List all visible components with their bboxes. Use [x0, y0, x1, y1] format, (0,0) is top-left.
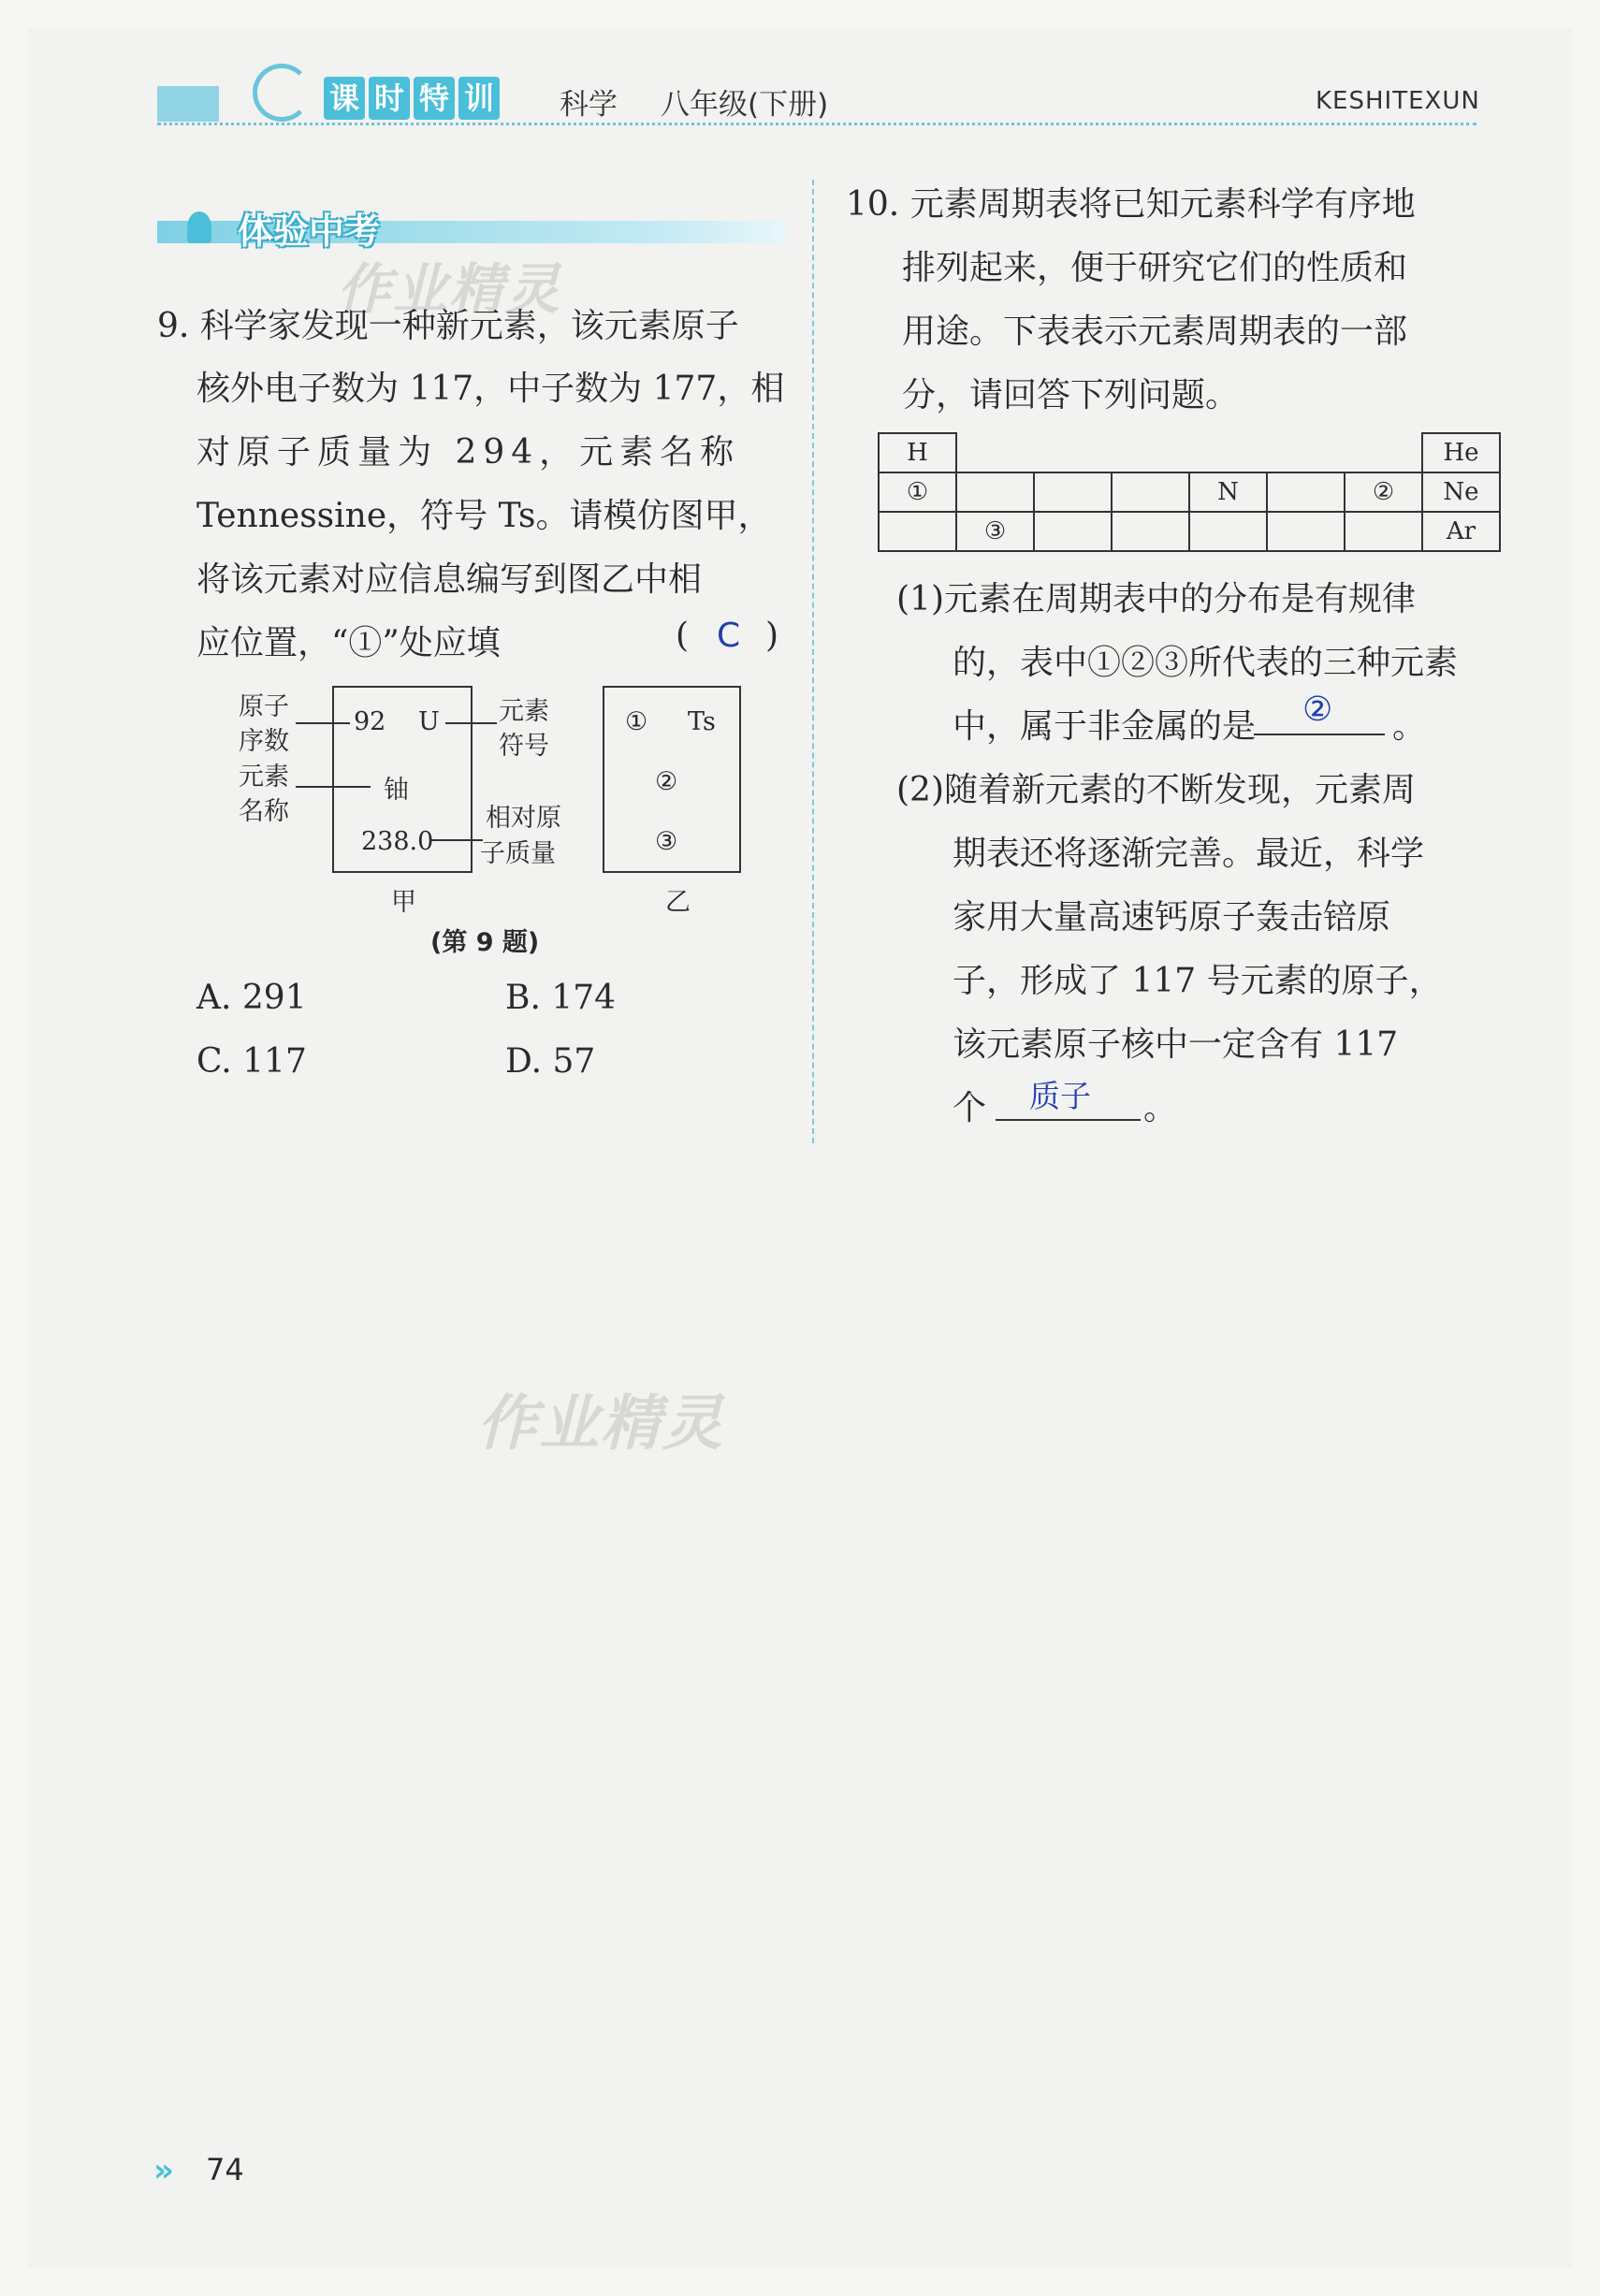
jia-symbol: U	[418, 707, 440, 736]
q10-line: 排列起来，便于研究它们的性质和	[902, 249, 1408, 287]
section-title: 体验中考	[238, 211, 381, 252]
jia-label-element-name: 名称	[239, 797, 289, 826]
q10-sub2-end: 。	[1143, 1089, 1178, 1127]
option-c: C. 117	[196, 1042, 307, 1081]
q10-sub2-line: (2)随着新元素的不断发现，元素周	[896, 771, 1416, 809]
series-badge: 课	[324, 77, 365, 120]
header-divider	[157, 123, 1476, 125]
q10-sub2-line: 子，形成了 117 号元素的原子，	[953, 962, 1443, 1000]
jia-mass: 238.0	[361, 827, 434, 856]
table-cell: N	[1189, 472, 1267, 512]
table-cell	[1034, 472, 1112, 512]
column-divider	[812, 180, 814, 1143]
table-cell	[1189, 512, 1267, 551]
option-a: A. 291	[196, 979, 307, 1017]
series-badge: 特	[414, 77, 455, 120]
table-cell: ②	[1345, 472, 1422, 512]
pen-logo-icon	[253, 64, 311, 122]
jia-label-atomic-number: 序数	[239, 727, 289, 756]
jia-label-symbol: 符号	[499, 732, 549, 761]
grade-label: 八年级(下册)	[661, 88, 829, 122]
table-cell: Ar	[1422, 512, 1500, 551]
q10-sub1-line: (1)元素在周期表中的分布是有规律	[896, 580, 1416, 618]
table-row	[879, 472, 1500, 512]
q10-sub1-line: 的，表中①②③所代表的三种元素	[953, 644, 1459, 682]
q9-line: 9. 科学家发现一种新元素，该元素原子	[157, 307, 739, 345]
page-number: 74	[206, 2152, 244, 2187]
yi-blank-3: ③	[655, 827, 678, 856]
leader-line	[430, 839, 483, 841]
table-gap	[956, 433, 1422, 472]
header-color-block	[157, 86, 219, 122]
jia-label-mass: 相对原	[486, 804, 561, 833]
table-cell	[1267, 512, 1345, 551]
q10-sub2-line: 家用大量高速钙原子轰击锫原	[953, 898, 1391, 937]
q10-sub2-line: 该元素原子核中一定含有 117	[953, 1025, 1399, 1064]
series-badge: 时	[369, 77, 410, 120]
q10-sub2-line: 期表还将逐渐完善。最近，科学	[953, 835, 1425, 873]
q9-line: 应位置，“①”处应填	[196, 624, 501, 662]
q10-sub2-line: 个	[953, 1089, 987, 1127]
table-cell	[1267, 472, 1345, 512]
watermark: 作业精灵	[337, 257, 562, 321]
option-b: B. 174	[505, 979, 617, 1017]
jia-name: 铀	[384, 776, 409, 805]
yi-blank-2: ②	[655, 767, 678, 796]
series-badge: 训	[458, 77, 500, 120]
q10-sub2-answer: 质子	[1029, 1078, 1091, 1114]
jia-label-mass: 子质量	[480, 839, 556, 868]
table-cell	[1112, 512, 1189, 551]
jia-atomic-number: 92	[354, 707, 386, 736]
yi-blank-1: ①	[625, 707, 648, 736]
table-row	[879, 512, 1500, 551]
table-cell	[1112, 472, 1189, 512]
table-cell	[1345, 512, 1422, 551]
table-cell: ①	[879, 472, 956, 512]
periodic-table	[878, 432, 1501, 552]
q10-sub1-line: 中，属于非金属的是	[953, 707, 1257, 746]
series-title	[324, 77, 500, 120]
figure-caption: (第 9 题)	[430, 928, 540, 957]
leader-line	[445, 722, 497, 724]
q9-paren-close: )	[765, 617, 779, 655]
q9-line: 核外电子数为 117，中子数为 177，相	[196, 370, 785, 408]
q9-line: Tennessine，符号 Ts。请模仿图甲，	[196, 497, 772, 535]
table-cell: Ne	[1422, 472, 1500, 512]
watermark: 作业精灵	[477, 1389, 724, 1459]
table-cell: H	[879, 433, 956, 472]
jia-label-symbol: 元素	[499, 697, 549, 726]
q9-line: 将该元素对应信息编写到图乙中相	[196, 560, 703, 599]
table-cell	[1034, 512, 1112, 551]
jia-caption: 甲	[391, 888, 416, 917]
table-cell	[879, 512, 956, 551]
subject-label: 科学	[560, 88, 618, 122]
double-chevron-icon: »	[153, 2152, 174, 2189]
pencil-icon	[187, 211, 211, 243]
table-cell: ③	[956, 512, 1034, 551]
q10-line: 分，请回答下列问题。	[902, 376, 1240, 414]
series-name: KESHITEXUN	[1316, 87, 1480, 115]
table-cell: He	[1422, 433, 1500, 472]
yi-caption: 乙	[665, 888, 691, 917]
jia-label-element-name: 元素	[239, 763, 289, 792]
table-cell	[956, 472, 1034, 512]
q10-line: 用途。下表表示元素周期表的一部	[902, 312, 1408, 351]
table-row	[879, 433, 1500, 472]
q10-sub1-end: 。	[1392, 707, 1427, 746]
q10-sub1-answer: ②	[1302, 690, 1333, 729]
q10-line: 10. 元素周期表将已知元素科学有序地	[846, 185, 1416, 224]
jia-label-atomic-number: 原子	[239, 692, 289, 721]
q9-line: 对原子质量为 294，元素名称	[196, 433, 741, 472]
yi-symbol: Ts	[688, 707, 716, 736]
q9-answer: C	[717, 617, 741, 655]
q9-paren-open: (	[676, 617, 690, 655]
option-d: D. 57	[505, 1042, 596, 1081]
section-banner	[157, 208, 786, 252]
